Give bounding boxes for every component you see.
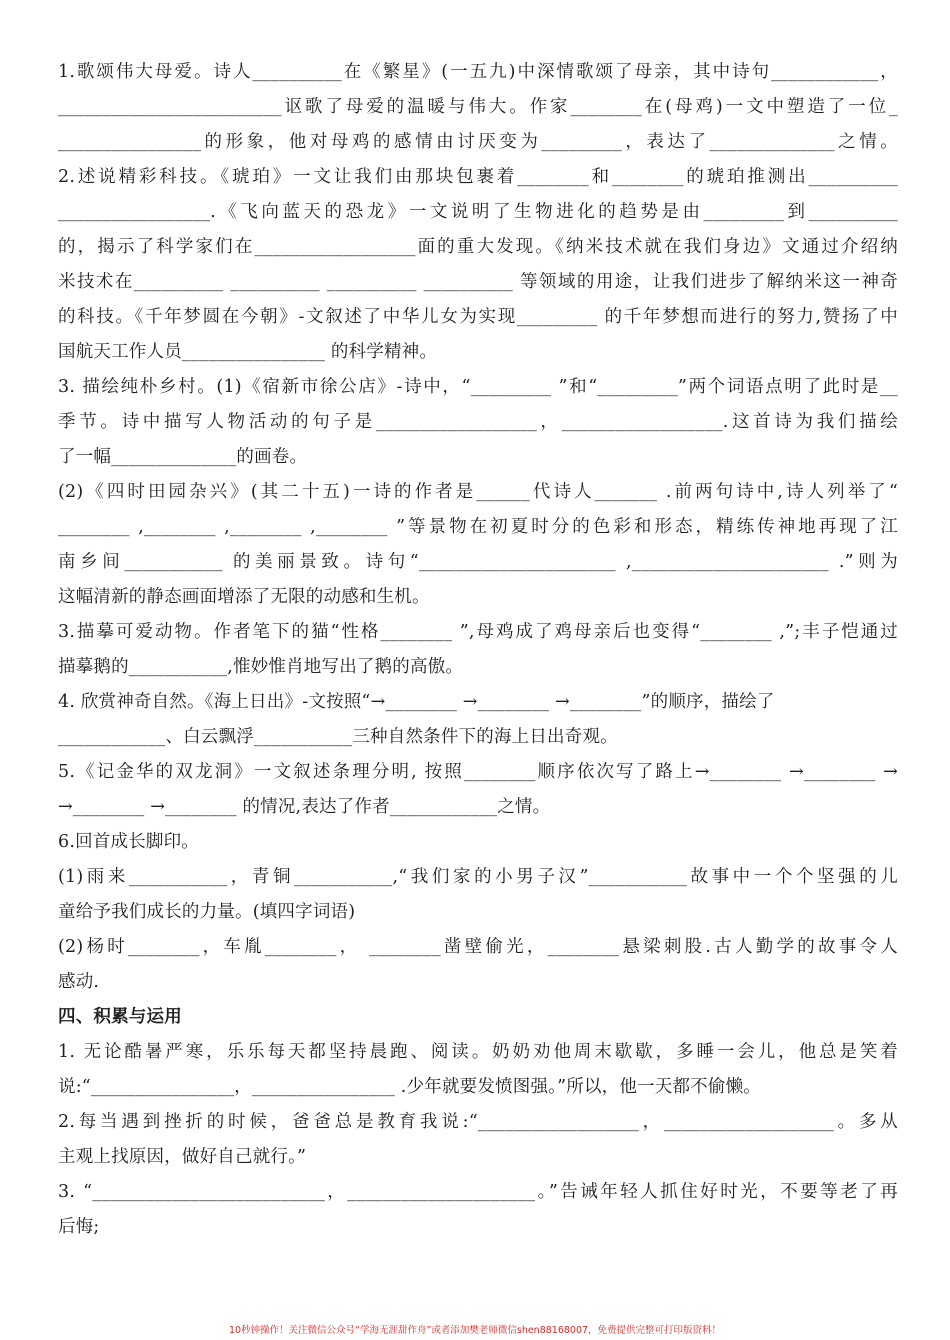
text-line: 3.描摹可爱动物。作者笔下的猫“性格________ ”,母鸡成了鸡母亲后也变得“________ ,”;丰子恺通过 [58,622,898,642]
text-line: _________________________讴歌了母爱的温暖与伟大。作家________在(母鸡)一文中塑造了一位_ [58,97,898,117]
text-line: 4. 欣赏神奇自然。《海上日出》-文按照“→________ →________ →________”的顺序，描绘了 [58,692,775,712]
text-line: 感动. [58,972,100,992]
text-line: 1.歌颂伟大母爱。诗人__________在《繁星》(一五九)中深情歌颂了母亲，其中诗句____________， [58,62,898,82]
text-line: 1. 无论酷暑严寒，乐乐每天都坚持晨跑、阅读。奶奶劝他周末歇歇，多睡一会儿，他总是笑着 [58,1042,898,1062]
text-line: 5.《记金华的双龙洞》一文叙述条理分明, 按照________顺序依次写了路上→________ →________ → [58,762,898,782]
text-line: 6.回首成长脚印。 [58,832,199,852]
text-line: 描摹鹅的___________,惟妙惟肖地写出了鹅的高傲。 [58,657,464,677]
text-line: 童给予我们成长的力量。(填四字词语) [58,902,356,922]
section-heading: 四、积累与运用 [58,1007,182,1027]
text-line: 米技术在__________ __________ __________ __________ 等领域的用途，让我们进步了解纳米这一神奇 [58,272,898,292]
text-line: 国航天工作人员________________ 的科学精神。 [58,342,438,362]
text-line: 南乡间___________ 的美丽景致。诗句“______________________ ,______________________ .”则为 [58,552,898,572]
text-line: ____________、白云飘浮___________三种自然条件下的海上日出奇观。 [58,727,618,747]
text-line: 说:“________________，________________ .少年就要发愤图强。”所以，他一天都不偷懒。 [58,1077,761,1097]
text-line: 这幅清新的静态画面增添了无限的动感和生机。 [58,587,430,607]
text-line: ________________的形象，他对母鸡的感情由讨厌变为_________，表达了______________之情。 [58,132,898,152]
text-line: 2.每当遇到挫折的时候，爸爸总是教育我说:“__________________，___________________。多从 [58,1112,898,1132]
text-line: 主观上找原因，做好自己就行。” [58,1147,307,1167]
text-line: 2.述说精彩科技。《琥珀》一文让我们由那块包裹着________和________的琥珀推测出__________ [58,167,898,187]
text-line: 3. “__________________________，_____________________。”告诫年轻人抓住好时光，不要等老了再 [58,1182,898,1202]
text-line: 季节。诗中描写人物活动的句子是__________________，__________________.这首诗为我们描绘 [58,412,898,432]
text-line: 了一幅______________的画卷。 [58,447,308,467]
text-line: _________________.《飞向蓝天的恐龙》一文说明了生物进化的趋势是由_________到__________ [58,202,898,222]
text-line: (2)杨时________，车胤________， ________凿壁偷光，________悬梁刺股.古人勤学的故事令人 [58,937,898,957]
footer-notice: 10秒钟操作！关注微信公众号“学海无涯甜作舟”或者添加樊老师微信shen88168007，免费提供完整可打印版资料！ [228,1325,722,1336]
text-line: (1)雨来___________，青铜___________,“我们家的小男子汉”___________故事中一个个坚强的儿 [58,867,898,887]
text-line: 的，揭示了科学家们在__________________面的重大发现。《纳米技术就在我们身边》文通过介绍纳 [58,237,898,257]
text-line: ________ ,________ ,________ ,________ ”等景物在初夏时分的色彩和形态，精练传神地再现了江 [58,517,898,537]
text-line: 的科技。《千年梦圆在今朝》-文叙述了中华儿女为实现_________ 的千年梦想而进行的努力,赞扬了中 [58,307,898,327]
text-line: 3. 描绘纯朴乡村。(1)《宿新市徐公店》-诗中，“_________ ”和“_________”两个词语点明了此时是__ [58,377,898,397]
text-line: →________ →________ 的情况,表达了作者____________之情。 [58,797,551,817]
text-line: (2)《四时田园杂兴》(其二十五)一诗的作者是______代诗人_______ .前两句诗中,诗人列举了“ [58,482,898,502]
text-line: 后悔; [58,1217,100,1237]
